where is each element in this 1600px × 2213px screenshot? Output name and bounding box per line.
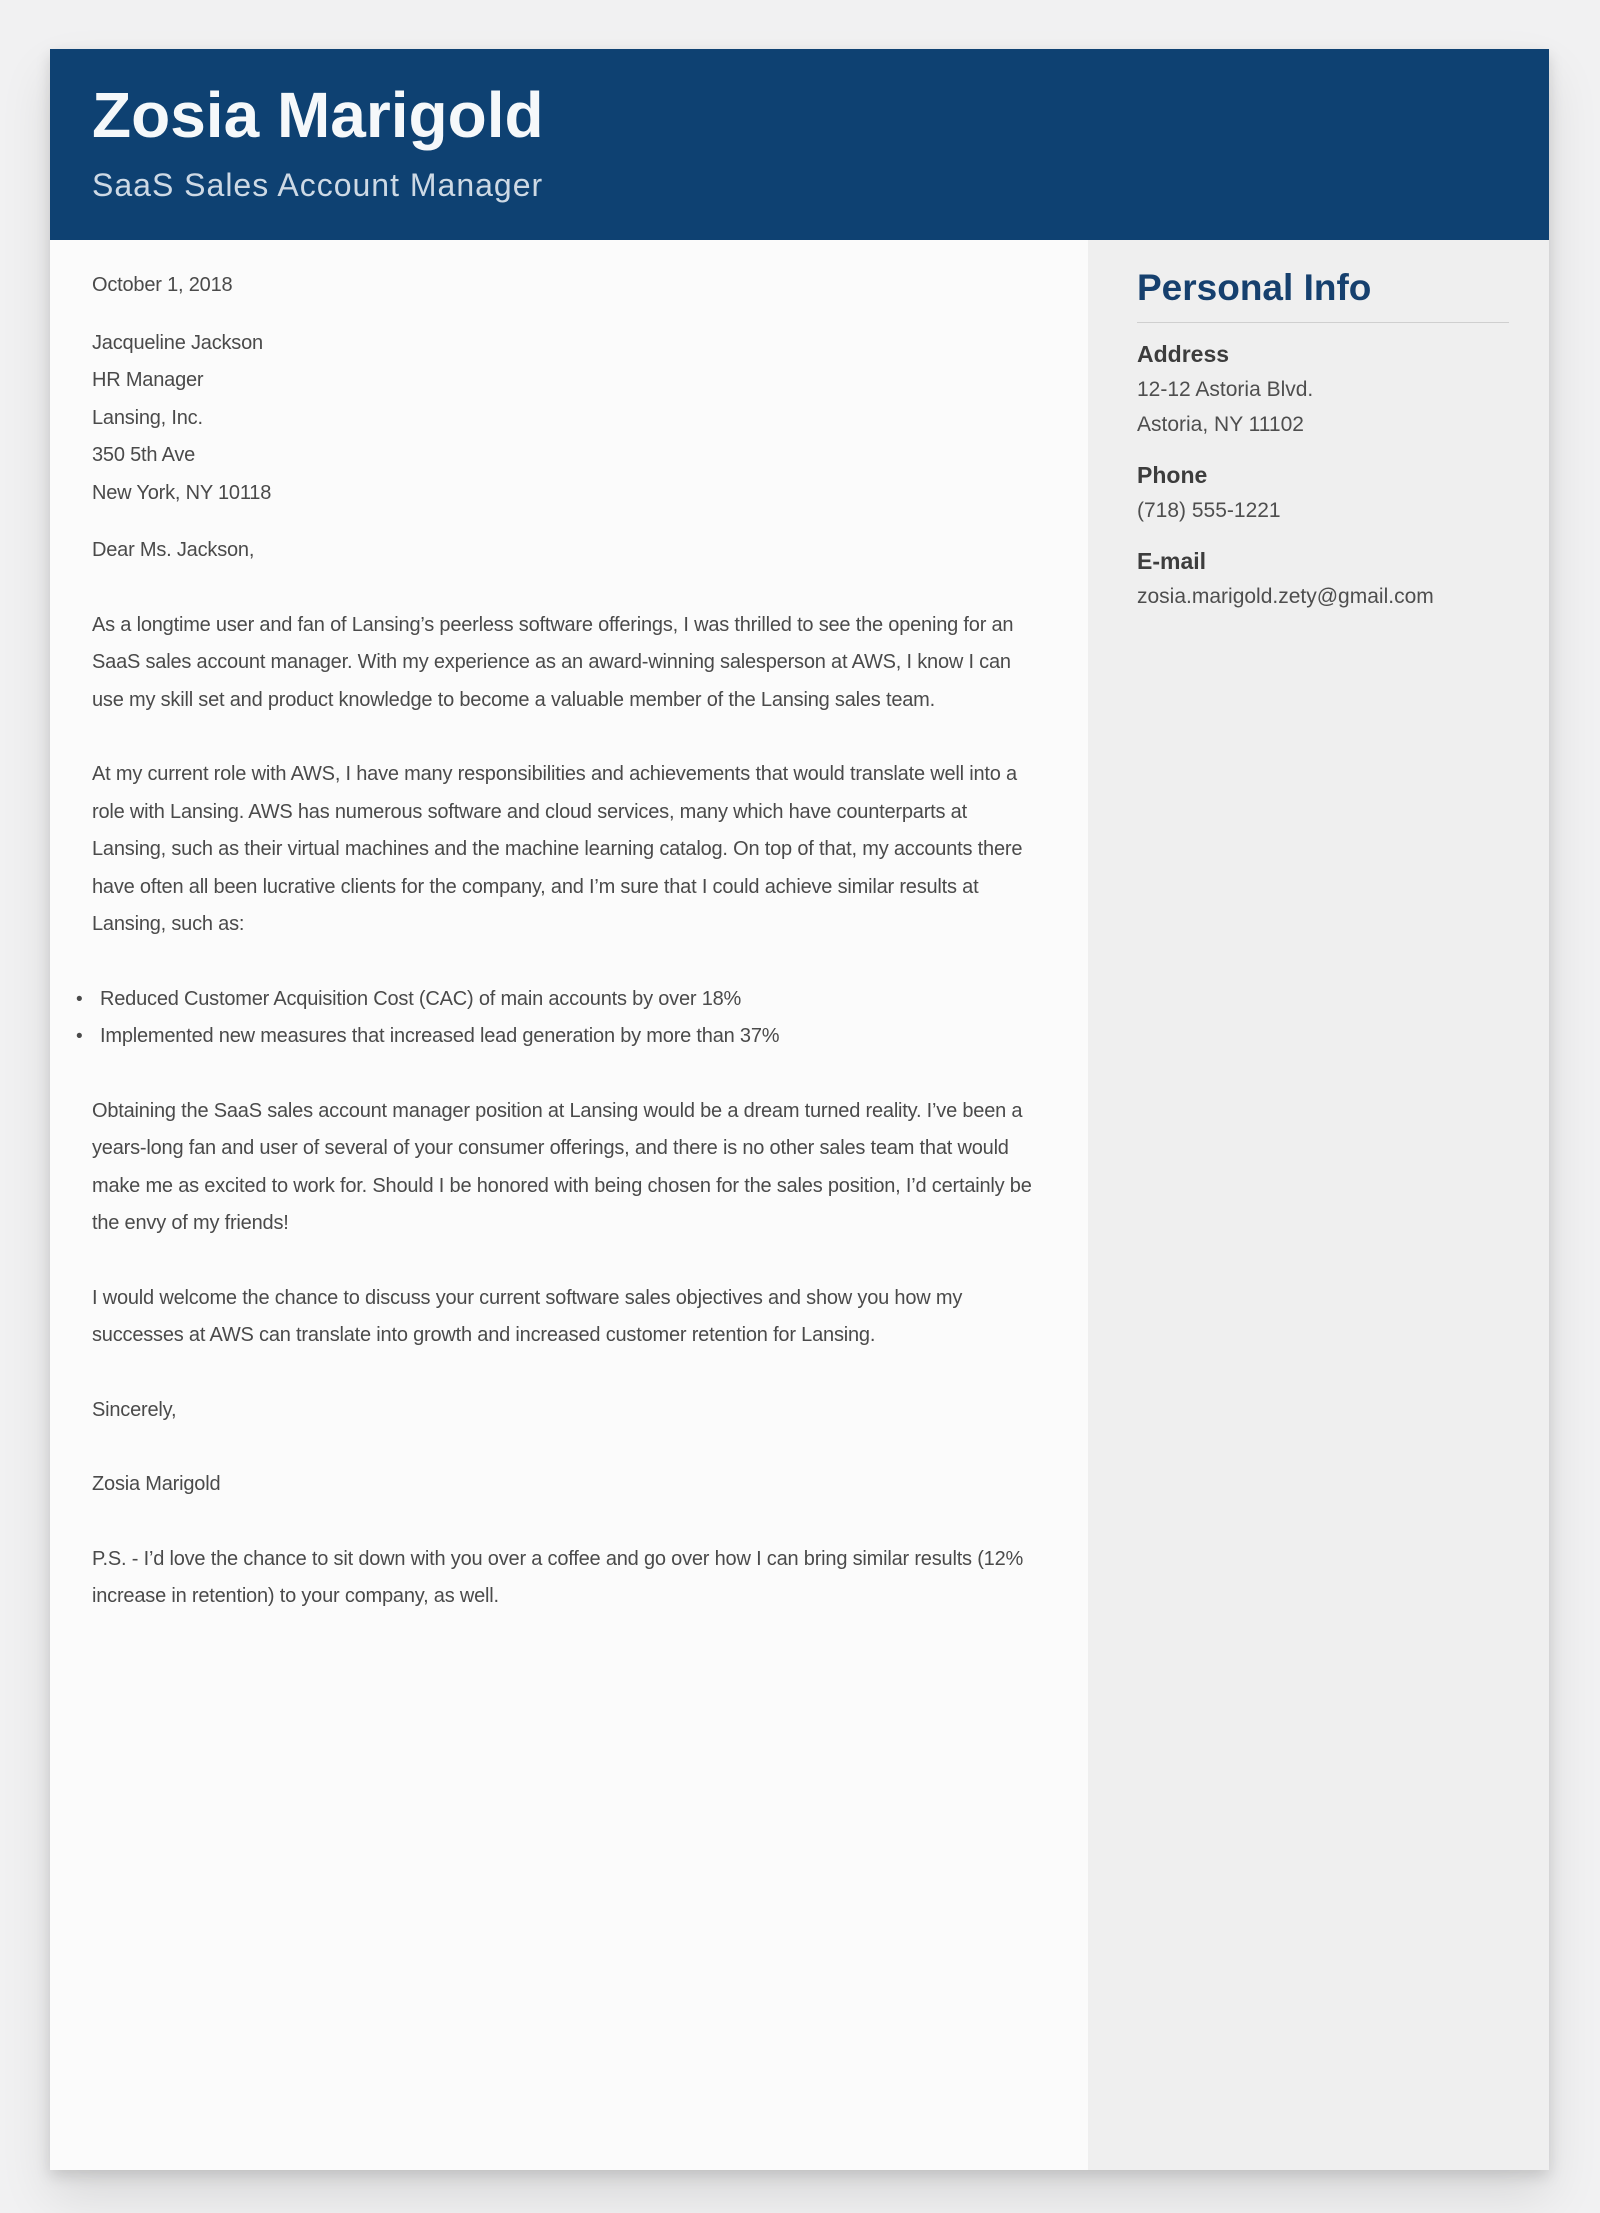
sidebar-divider	[1137, 322, 1509, 323]
letter-paragraph: As a longtime user and fan of Lansing’s peerless software offerings, I was thrilled to see the opening for an SaaS sales account manager. With my experience as an award-winning salesperson at AWS, I know I can use my skill set and product knowledge to become a valuable member of the Lansing sales team.	[92, 613, 1014, 711]
phone-label: Phone	[1137, 462, 1208, 488]
signature-name: Zosia Marigold	[92, 1473, 221, 1495]
closing: Sincerely,	[92, 1398, 177, 1421]
page-body	[50, 240, 1549, 2170]
recipient-line: 350 5th Ave	[92, 444, 196, 466]
achievement-item: • Implemented new measures that increased lead generation by more than 37%	[100, 1018, 1042, 1056]
personal-info-sidebar	[1088, 240, 1549, 2170]
sidebar-section-phone	[1137, 458, 1509, 528]
salutation: Dear Ms. Jackson,	[92, 539, 255, 561]
postscript: P.S. - I’d love the chance to sit down with you over a coffee and go over how I can bring similar results (12% increase in retention) to your company, as well.	[92, 1547, 1024, 1607]
email-value: zosia.marigold.zety@gmail.com	[1137, 585, 1434, 608]
letter-paragraph: I would welcome the chance to discuss your current software sales objectives and show you how my successes at AWS can translate into growth and increased customer retention for Lansing.	[92, 1286, 963, 1346]
letter-paragraph: Obtaining the SaaS sales account manager position at Lansing would be a dream turned reality. I’ve been a years-long fan and user of several of your consumer offerings, and there is no other sales team that would make me as excited to work for. Should I be honored with being chosen for the sales position, I’d certainly be the envy of my friends!	[92, 1099, 1032, 1234]
recipient-line: HR Manager	[92, 369, 204, 391]
sidebar-heading: Personal Info	[1137, 267, 1372, 308]
address-label: Address	[1137, 341, 1230, 367]
recipient-line: New York, NY 10118	[92, 481, 272, 504]
recipient-line: Lansing, Inc.	[92, 406, 203, 429]
achievement-item: • Reduced Customer Acquisition Cost (CAC) of main accounts by over 18%	[100, 981, 1042, 1019]
letter-paragraph: At my current role with AWS, I have many responsibilities and achievements that would translate well into a role with Lansing. AWS has numerous software and cloud services, many which have counterparts at Lansing, such as their virtual machines and the machine learning catalog. On top of that, my accounts there have often all been lucrative clients for the company, and I’m sure that I could achieve similar results at Lansing, such as:	[92, 763, 1023, 935]
address-line: 12-12 Astoria Blvd.	[1137, 378, 1314, 401]
candidate-name: Zosia Marigold	[92, 79, 544, 151]
achievements-list	[92, 981, 1042, 1056]
letter-body	[50, 240, 1088, 2170]
candidate-job-title: SaaS Sales Account Manager	[92, 167, 544, 203]
phone-value: (718) 555-1221	[1137, 499, 1281, 522]
recipient-block	[92, 325, 1042, 513]
address-line: Astoria, NY 11102	[1137, 413, 1304, 436]
sidebar-section-address	[1137, 337, 1509, 442]
recipient-line: Jacqueline Jackson	[92, 331, 263, 354]
sidebar-section-email	[1137, 544, 1509, 614]
letter-header	[50, 49, 1549, 240]
letter-date: October 1, 2018	[92, 274, 233, 296]
email-label: E-mail	[1137, 548, 1207, 574]
document-page	[50, 49, 1549, 2170]
